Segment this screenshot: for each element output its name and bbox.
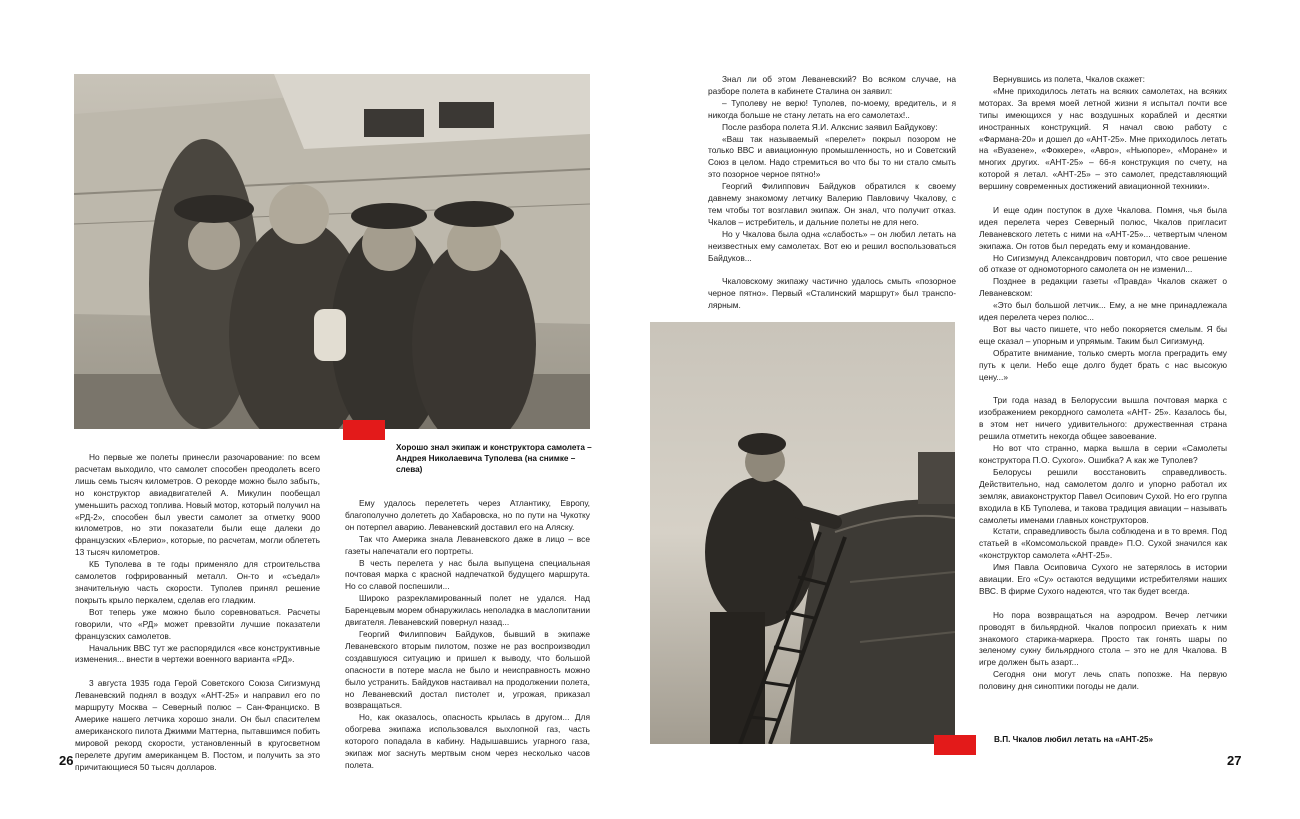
paragraph: Вернувшись из полета, Чкалов скажет: (993, 74, 1145, 84)
column-2 (345, 498, 590, 772)
paragraph: Знал ли об этом Леваневский? Во всяком случае, на разборе полета в кабинете Сталина он заявил: (708, 74, 956, 96)
paragraph: 3 августа 1935 года Герой Советского Союза Сигизмунд Леваневский поднял в воздух «АНТ-25» и направил его по маршруту Москва – Северный полюс – Сан-Франциско. В Америке нашего летчика хорошо знали. Он был спасителем американского пилота Джимми Маттерна, пытавшимся побить мировой рекорд скорости, установленный в кругосветном перелете другим американцем В. Постом, и получить за это причитающиеся 50 тысяч долларов. (75, 678, 320, 772)
chkalov-photo-caption: В.П. Чкалов любил летать на «АНТ-25» (994, 735, 1154, 744)
crew-photo (74, 74, 590, 429)
page-number-left: 26 (59, 753, 74, 768)
column-3 (708, 74, 956, 312)
paragraph: Позднее в редакции газеты «Правда» Чкалов скажет о Леваневском: (979, 276, 1227, 299)
paragraph: И еще один поступок в духе Чкалова. Помня, чья была идея перелета через Северный полюс, Чкалов пригласит Леваневского лететь с ними на «АНТ-25»... четвертым членом экипажа. Он готов был передать ему и командование. (979, 204, 1227, 251)
paragraph: Но у Чкалова была одна «слабость» – он любил летать на неизвестных ему самолетах. Вот ею и решил воспользоваться Байдуков... (708, 228, 956, 263)
paragraph: Но пора возвращаться на аэродром. Вечер летчики проводят в бильярдной. Чкалов попросил приехать к ним знакомого старика-маркера. Просто так гонять шары по зеленому сукну бильярдного стола – это не для Чкалова. В игре должен быть азарт... (979, 609, 1227, 668)
column-4 (979, 74, 1227, 693)
paragraph: Широко разрекламированный полет не удался. Над Баренцевым морем обнаружилась неполадка в маслопитании двигателя. Леваневский повернул назад... (345, 593, 590, 628)
paragraph: Имя Павла Осиповича Сухого не затерялось в истории авиации. Его «Су» остаются ведущими истребителями наших ВВС. В фирме Сухого надеются, что так будет всегда. (979, 562, 1227, 596)
paragraph: Ему удалось перелететь через Атлантику, Европу, благополучно долететь до Хабаровска, но по пути на Чукотку он потерпел аварию. Леваневский доставил его на Аляску. (345, 498, 590, 532)
accent-red-bar-right (934, 735, 976, 755)
paragraph: В честь перелета у нас была выпущена специальная почтовая марка с красной надпечаткой будущего маршрута. Но со славой поспешили... (345, 557, 590, 592)
paragraph: Обратите внимание, только смерть могла преградить ему путь к цели. Небо еще долго будет брать с нас высокую цену...» (979, 347, 1227, 382)
crew-photo-caption: Хорошо знал экипаж и конструктора самолета – Андрея Николаевича Туполева (на снимке – слева) (396, 443, 592, 474)
paragraph: Но, как оказалось, опасность крылась в другом... Для обогрева экипажа использовался выхлопной газ, часть которого попадала в кабину. Надышавшись угарного газа, экипаж мог заснуть мертвым сном через несколько часов полета. (345, 712, 590, 770)
paragraph: Так что Америка знала Леваневского даже в лицо – все газеты напечатали его портреты. (345, 533, 590, 556)
accent-red-bar-left (343, 420, 385, 440)
paragraph: Кстати, справедливость была соблюдена и в то время. Под статьей в «Комсомольской правде» П.О. Сухой значился как «конструктор самолета «АНТ-25». (979, 526, 1227, 561)
paragraph: – Туполеву не верю! Туполев, по-моему, вредитель, и я никогда больше не стану летать на его самолетах!.. (708, 97, 956, 120)
crew-photo-image (74, 74, 590, 429)
paragraph: После разбора полета Я.И. Алкснис заявил Байдукову: (722, 121, 938, 132)
paragraph: Три года назад в Белоруссии вышла почтовая марка с изображением рекордного самолета «АНТ- 25». Казалось бы, в этом нет ничего удивительного: дружественная страна решила отметить некогда общее завоевание. (979, 395, 1227, 442)
paragraph: Вот теперь уже можно было соревноваться. Расчеты говорили, что «РД» может превзойти лучшие показатели французских самолетов. (75, 606, 320, 641)
column-1 (75, 452, 320, 773)
paragraph: Начальник ВВС тут же распорядился «все конструктивные изменения... внести в чертежи военного варианта «РД». (75, 642, 320, 665)
paragraph: Чкаловскому экипажу частично удалось смыть «позорное черное пятно». Первый «Сталинский маршрут» был трансполярным. (708, 276, 956, 311)
paragraph: Но Сигизмунд Александрович повторил, что свое решение об отказе от одномоторного самолета он не изменил... (979, 252, 1227, 275)
paragraph: Георгий Филиппович Байдуков обратился к своему давнему знакомому летчику Валерию Павловичу Чкалову, с тем чтобы тот возглавил экипаж. Он знал, что получит отказ. Чкалов – истребитель, и дальние полеты не для него. (708, 181, 956, 227)
paragraph: Георгий Филиппович Байдуков, бывший в экипаже Леваневского вторым пилотом, позже не раз воспроизводил создавшуюся ситуацию и пришел к выводу, что большой опасности в потере масла не было и неисправность можно было устранить. Байдуков настаивал на продолжении полета, но Леваневский достал пистолет и, угрожая, приказал возвращаться. (345, 628, 590, 711)
page-number-right: 27 (1227, 753, 1242, 768)
paragraph: Вот вы часто пишете, что небо покоряется смелым. Я бы еще сказал – упорным и упрямым. Таким был Сигизмунд. (979, 324, 1227, 346)
paragraph: «Это был большой летчик... Ему, а не мне принадлежала идея перелета через полюс... (979, 300, 1227, 323)
paragraph: Но первые же полеты принесли разочарование: по всем расчетам выходило, что самолет способен преодолеть всего лишь семь тысяч километров. О рекорде можно было забыть, но конструктор авиадвигателей А. Микулин пообещал уменьшить расход топлива. Новый мотор, который получил на «РД-2», способен был увести самолет за отметку 9000 километров, но эти показатели были еще далеки до французских «Блерио», которые, по расчетам, могли облететь 13 тысяч километров. (75, 452, 320, 558)
paragraph: «Мне приходилось летать на всяких самолетах, на всяких моторах. За время моей летной жизни я испытал почти все типы имеющихся у нас воздушных кораблей и десятки иностранных конструкций. Я начал свою работу с «Фармана-20» и дошел до «АНТ-25». Мне приходилось летать на «Вуазене», «Фоккере», «Авро», «Ньюпоре», «Моране» и многих других. «АНТ-25» – 66-я конструкция по счету, на которой я летал. «АНТ-25» – это самолет, представляющий вершину современных достижений авиационной техники». (979, 85, 1227, 192)
paragraph: КБ Туполева в те годы применяло для строительства самолетов гофрированный металл. Он-то и «съедал» значительную часть скорости. Туполев принял решение покрыть крыло перкалем, сделав его гладким. (75, 559, 320, 605)
paragraph: Но вот что странно, марка вышла в серии «Самолеты конструктора П.О. Сухого». Ошибка? А как же Туполев? (979, 443, 1227, 465)
paragraph: «Ваш так называемый «перелет» покрыл позором не только ВВС и авиационную промышленность, но и Советский Союз в целом. Надо стремиться во что бы то ни стало смыть это позорное черное пятно!» (708, 133, 956, 180)
chkalov-photo (650, 322, 955, 744)
paragraph: Сегодня они могут лечь спать попозже. На первую половину дня синоптики погоды не дали. (979, 669, 1227, 692)
chkalov-photo-image (650, 322, 955, 744)
paragraph: Белорусы решили восстановить справедливость. Действительно, над самолетом долго и упорно работал их земляк, авиаконструктор Павел Осипович Сухой. Но его группа входила в КБ Туполева, и такова традиция авиации – называть самолеты именами главных конструкторов. (979, 466, 1227, 525)
